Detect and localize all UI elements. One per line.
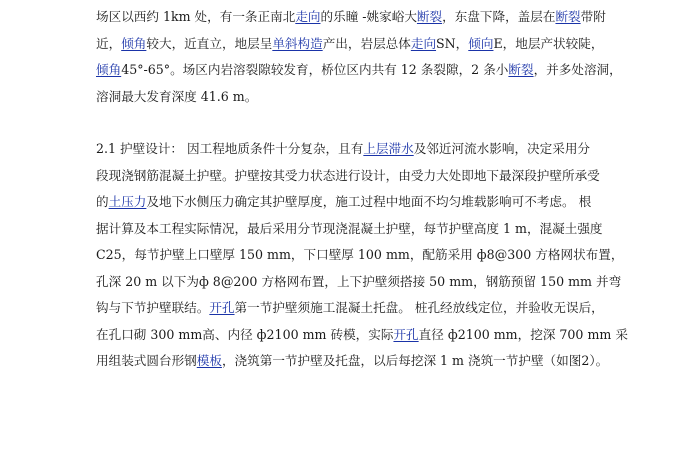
text-segment: 近， (96, 35, 122, 51)
keyword-link[interactable]: 走向 (295, 9, 321, 24)
text-segment: C25，每节护壁上口壁厚 150 mm，下口壁厚 100 mm，配筋采用 ф8@300 方格网状布置， (96, 247, 624, 262)
retaining-wall-design-paragraph (96, 136, 636, 375)
text-segment: 用组装式圆台形钢 (96, 353, 197, 368)
text-segment: 段现浇钢筋混凝土护壁。护壁按其受力状态进行设计，由受力大处即地下最深段护壁所承受 (96, 167, 600, 183)
text-line (96, 31, 636, 58)
keyword-link[interactable]: 倾角 (96, 62, 122, 77)
text-segment: ，东盘下降，盖层在 (442, 9, 556, 24)
document-page (96, 4, 636, 375)
keyword-link[interactable]: 断裂 (555, 9, 581, 24)
text-segment: 在孔口砌 300 mm高、内径 ф2100 mm 砖模，实际 (96, 326, 394, 342)
keyword-link[interactable]: 断裂 (416, 9, 443, 24)
keyword-link[interactable]: 开孔 (209, 300, 235, 315)
text-line (96, 136, 636, 163)
text-line (96, 57, 636, 84)
text-segment: 产出，岩层总体 (322, 35, 411, 51)
text-segment: SN， (436, 35, 469, 51)
text-line (96, 242, 636, 269)
text-segment: 的乐瞳 -姚家峪大 (320, 9, 417, 24)
keyword-link[interactable]: 倾角 (121, 35, 147, 51)
text-line (96, 216, 636, 243)
keyword-link[interactable]: 开孔 (393, 326, 419, 342)
keyword-link[interactable]: 倾向 (468, 35, 494, 51)
text-segment: ，浇筑第一节护壁及托盘，以后每挖深 1 m 浇筑一节护壁（如图2）。 (221, 353, 609, 368)
text-line (96, 269, 636, 296)
text-segment: 带附 (580, 9, 606, 24)
text-segment: 场区以西约 1km 处，有一条正南北 (96, 9, 296, 24)
text-segment: 溶洞最大发育深度 41.6 m。 (96, 88, 258, 104)
text-line (96, 295, 636, 322)
keyword-link[interactable]: 土压力 (108, 194, 147, 209)
text-line (96, 322, 636, 349)
keyword-link[interactable]: 单斜构造 (272, 35, 323, 51)
keyword-link[interactable]: 走向 (410, 35, 437, 51)
text-segment: 45°-65°。场区内岩溶裂隙较发育，桥位区内共有 12 条裂隙，2 条小 (121, 62, 509, 77)
keyword-link[interactable]: 上层滞水 (363, 141, 414, 156)
text-line (96, 4, 636, 31)
text-segment: ，并多处溶洞， (533, 62, 622, 77)
text-segment: E，地层产状较陡， (493, 35, 604, 51)
text-line (96, 84, 636, 111)
text-segment: 据计算及本工程实际情况，最后采用分节现浇混凝土护壁，每节护壁高度 1 m，混凝土强度 (96, 220, 603, 236)
text-segment: 的 (96, 194, 109, 209)
text-segment: 及地下水侧压力确定其护壁厚度，施工过程中地面不均匀堆载影响可不考虑。 根 (146, 194, 592, 209)
text-segment: 直径 ф2100 mm，挖深 700 mm 采 (418, 326, 628, 342)
keyword-link[interactable]: 断裂 (508, 62, 534, 77)
text-segment: 第一节护壁须施工混凝土托盘。 桩孔经放线定位，并验收无误后， (234, 300, 604, 315)
text-line (96, 348, 636, 375)
text-line (96, 189, 636, 216)
text-segment: 及邻近河流水影响，决定采用分 (413, 141, 591, 156)
text-segment: 钩与下节护壁联结。 (96, 300, 210, 315)
text-segment: 较大，近直立，地层呈 (146, 35, 273, 51)
text-segment: 孔深 20 m 以下为ф 8@200 方格网布置，上下护壁须搭接 50 mm，钢筋预留 150 mm 并弯 (96, 273, 622, 289)
text-line (96, 163, 636, 190)
keyword-link[interactable]: 模板 (196, 353, 222, 368)
geology-paragraph (96, 4, 636, 110)
text-segment: 2.1 护壁设计： 因工程地质条件十分复杂，且有 (96, 141, 364, 156)
paragraph-gap (96, 110, 636, 136)
